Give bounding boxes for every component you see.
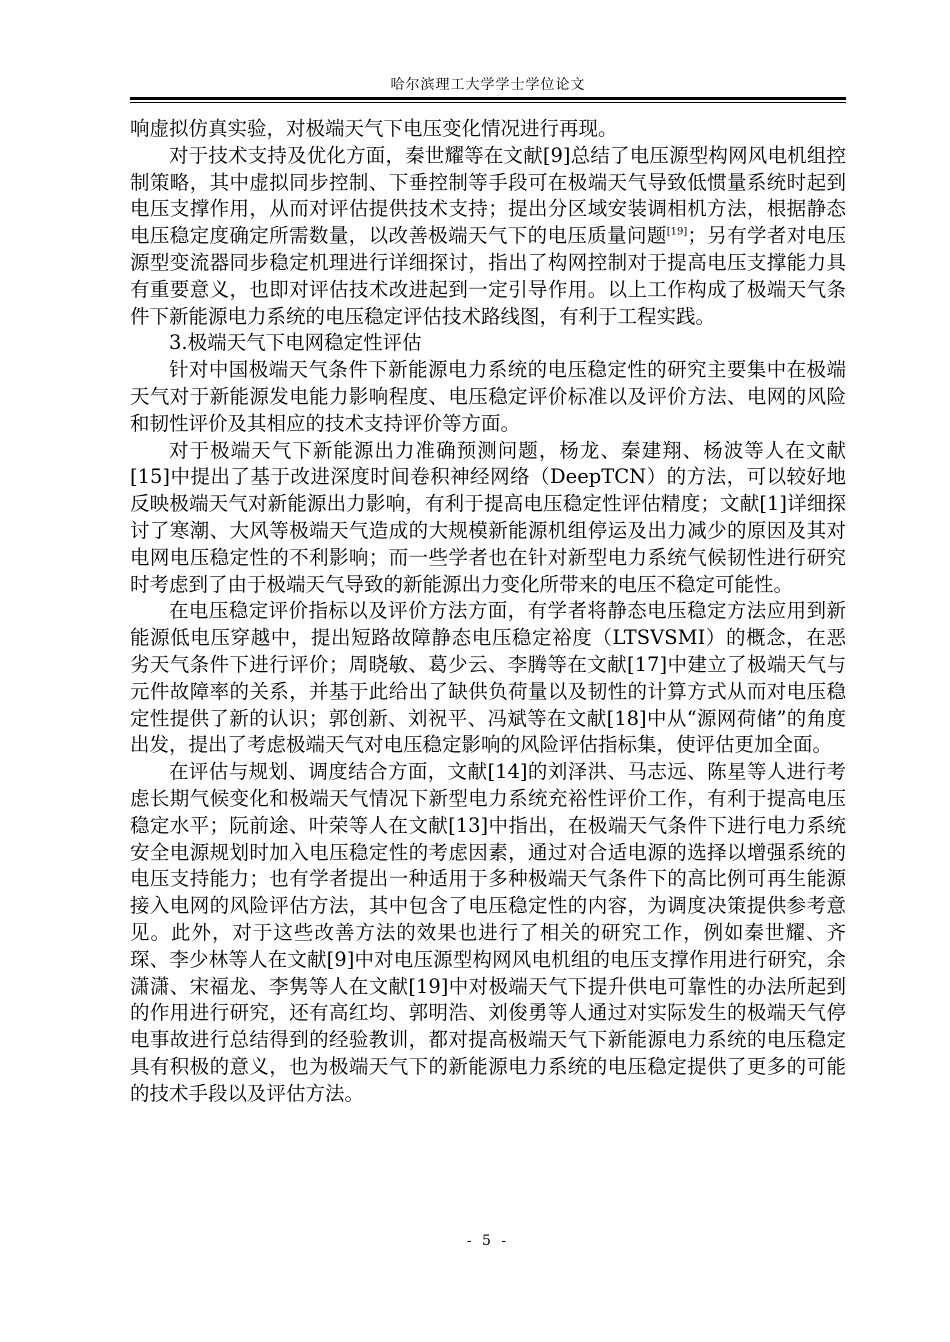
paragraph-research-overview: 针对中国极端天气条件下新能源电力系统的电压稳定性的研究主要集中在极端天气对于新能源发电能力影响程度、电压稳定评价标准以及评价方法、电网的风险和韧性评价及其相应的技术支持评价等方面。 (130, 358, 846, 435)
page-number: - 5 - (466, 1233, 510, 1249)
running-header: 哈尔滨理工大学学士学位论文 (390, 77, 586, 93)
paragraph-technical-support (130, 143, 846, 331)
paragraph-evaluation-indicators: 在电压稳定评价指标以及评价方法方面，有学者将静态电压稳定方法应用到新能源低电压穿越中，提出短路故障静态电压稳定裕度（LTSVSMI）的概念，在恶劣天气条件下进行评价；周晓敏、葛少云、李腾等在文献[17]中建立了极端天气与元件故障率的关系，并基于此给出了缺供负荷量以及韧性的计算方式从而对电压稳定性提供了新的认识；郭创新、刘祝平、冯斌等在文献[18]中从“源网荷储”的角度出发，提出了考虑极端天气对电压稳定影响的风险评估指标集，使评估更加全面。 (130, 599, 846, 757)
paragraph-planning-dispatch: 在评估与规划、调度结合方面，文献[14]的刘泽洪、马志远、陈星等人进行考虑长期气候变化和极端天气情况下新型电力系统充裕性评价工作，有利于提高电压稳定水平；阮前途、叶荣等人在文献[13]中指出，在极端天气条件下进行电力系统安全电源规划时加入电压稳定性的考虑因素，通过对合适电源的选择以增强系统的电压支持能力；也有学者提出一种适用于多种极端天气条件下的高比例可再生能源接入电网的风险评估方法，其中包含了电压稳定性的内容，为调度决策提供参考意见。此外，对于这些改善方法的效果也进行了相关的研究工作，例如秦世耀、齐琛、李少林等人在文献[9]中对电压源型构网风电机组的电压支撑作用进行研究，余潇潇、宋福龙、李隽等人在文献[19]中对极端天气下提升供电可靠性的办法所起到的作用进行研究，还有高红均、郭明浩、刘俊勇等人通过对实际发生的极端天气停电事故进行总结得到的经验教训，都对提高极端天气下新能源电力系统的电压稳定具有积极的意义，也为极端天气下的新能源电力系统的电压稳定提供了更多的可能的技术手段以及评估方法。 (130, 760, 846, 1105)
body-text (130, 116, 846, 1107)
section-heading: 3.极端天气下电网稳定性评估 (169, 331, 422, 355)
header-rule-thin (130, 102, 846, 103)
paragraph-output-forecast: 对于极端天气下新能源出力准确预测问题，杨龙、秦建翔、杨波等人在文献[15]中提出了基于改进深度时间卷积神经网络（DeepTCN）的方法，可以较好地反映极端天气对新能源出力影响，有利于提高电压稳定性评估精度；文献[1]详细探讨了寒潮、大风等极端天气造成的大规模新能源机组停运及出力减少的原因及其对电网电压稳定性的不利影响；而一些学者也在针对新型电力系统气候韧性进行研究时考虑到了由于极端天气导致的新能源出力变化所带来的电压不稳定可能性。 (130, 438, 846, 596)
paragraph-continuation: 响虚拟仿真实验，对极端天气下电压变化情况进行再现。 (130, 117, 618, 140)
paragraph-text: ；另有学者对电压源型变流器同步稳定机理进行详细探讨，指出了构网控制对于提高电压支撑能力具有重要意义，也即对评估技术改进起到一定引导作用。以上工作构成了极端天气条件下新能源电力系统的电压稳定评估技术路线图，有利于工程实践。 (130, 224, 846, 328)
paragraph-text: 对于技术支持及优化方面，秦世耀等在文献[9]总结了电压源型构网风电机组控制策略，其中虚拟同步控制、下垂控制等手段可在极端天气导致低惯量系统时起到电压支撑作用，从而对评估提供技术支持；提出分区域安装调相机方法，根据静态电压稳定度确定所需数量，以改善极端天气下的电压质量问题 (130, 143, 846, 248)
citation-superscript: [19] (666, 226, 688, 238)
header-rule-thick (130, 97, 846, 100)
